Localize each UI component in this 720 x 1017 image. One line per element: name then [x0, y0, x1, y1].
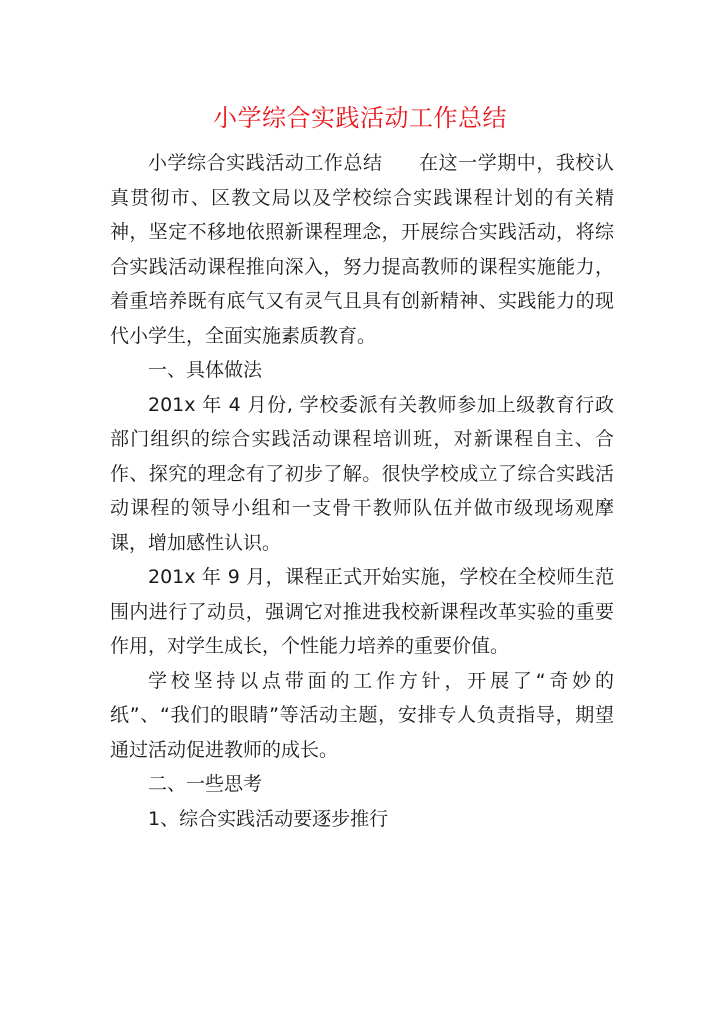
paragraph-3: 学校坚持以点带面的工作方针，开展了“奇妙的纸”、“我们的眼睛”等活动主题，安排专人负责指导，期望通过活动促进教师的成长。 — [110, 669, 614, 761]
paragraph-2: 201x 年 9 月，课程正式开始实施，学校在全校师生范围内进行了动员，强调它对推进我校新课程改革实验的重要作用，对学生成长，个性能力培养的重要价值。 — [110, 566, 614, 657]
intro-text: 在这一学期中，我校认真贯彻市、区教文局以及学校综合实践课程计划的有关精神，坚定不移地依照新课程理念，开展综合实践活动，将综合实践活动课程推向深入，努力提高教师的课程实施能力，着重培养既有底气又有灵气且具有创新精神、实践能力的现代小学生，全面实施素质教育。 — [110, 152, 614, 347]
document-body — [110, 146, 614, 836]
intro-paragraph — [110, 146, 614, 353]
intro-heading: 小学综合实践活动工作总结 — [148, 152, 383, 174]
section-heading-2: 二、一些思考 — [148, 773, 263, 795]
section-heading-1: 一、具体做法 — [148, 359, 263, 381]
subsection-heading-1: 1、综合实践活动要逐步推行 — [148, 807, 389, 830]
paragraph-1: 201x 年 4 月份, 学校委派有关教师参加上级教育行政部门组织的综合实践活动课程培训班，对新课程自主、合作、探究的理念有了初步了解。很快学校成立了综合实践活动课程的领导小组和一支骨干教师队伍并做市级现场观摩课，增加感性认识。 — [110, 393, 614, 554]
document-title: 小学综合实践活动工作总结 — [213, 104, 507, 132]
